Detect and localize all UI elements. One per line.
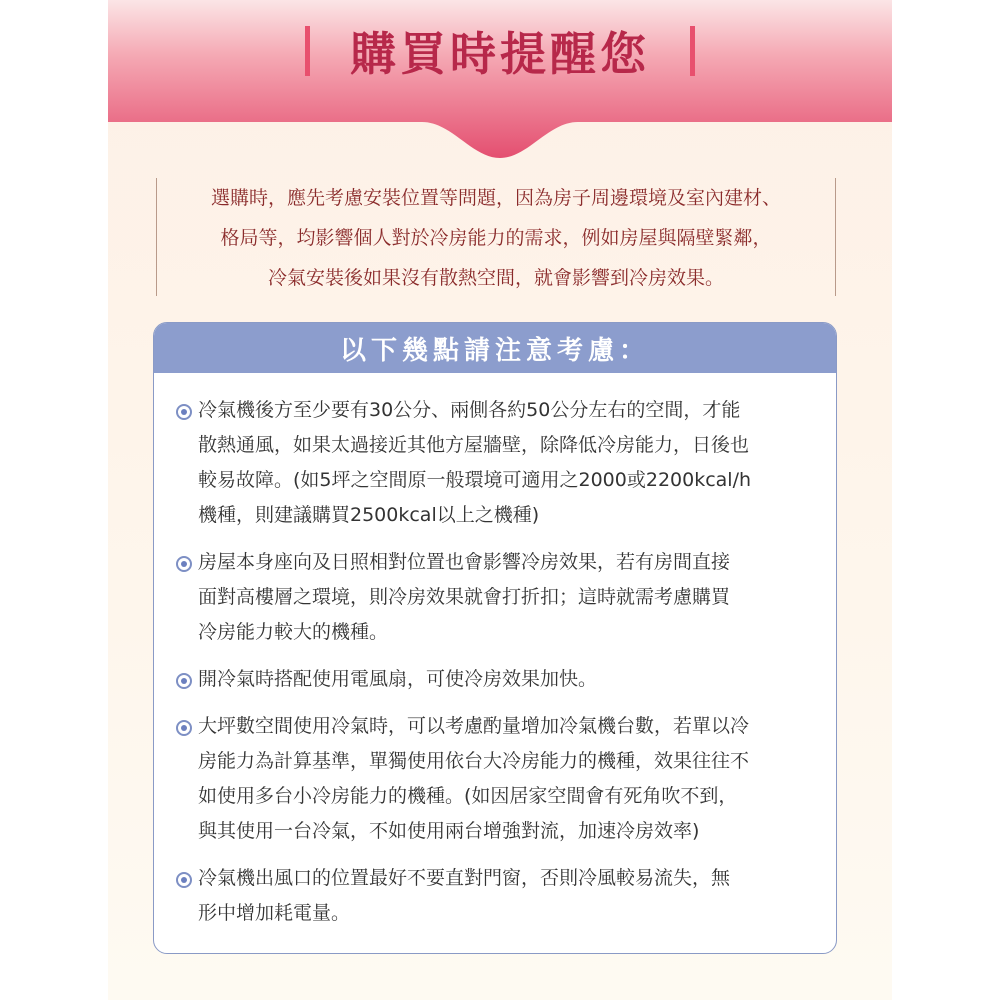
list-item-line: 形中增加耗電量。 <box>198 902 351 924</box>
list-item-text <box>198 545 808 650</box>
list-item-text <box>198 861 808 931</box>
list-item-line: 如使用多台小冷房能力的機種。(如因居家空間會有死角吹不到， <box>198 785 738 807</box>
intro-line: 格局等，均影響個人對於冷房能力的需求，例如房屋與隔壁緊鄰， <box>220 227 772 249</box>
circle-dot-bullet-icon <box>176 872 192 888</box>
list-item-line: 機種，則建議購買2500kcal以上之機種) <box>198 504 540 526</box>
intro-paragraph <box>156 178 836 296</box>
list-item-text <box>198 393 808 533</box>
circle-dot-bullet-icon <box>176 673 192 689</box>
list-item-line: 冷氣機後方至少要有30公分、兩側各約50公分左右的空間，才能 <box>198 399 741 421</box>
list-item <box>176 662 808 697</box>
intro-line: 選購時，應先考慮安裝位置等問題，因為房子周邊環境及室內建材、 <box>210 187 781 209</box>
title-bar-right <box>690 26 695 76</box>
title-bar-left <box>305 26 310 76</box>
list-item-line: 大坪數空間使用冷氣時，可以考慮酌量增加冷氣機台數，若單以冷 <box>198 715 750 737</box>
list-item <box>176 861 808 931</box>
list-item-line: 面對高樓層之環境，則冷房效果就會打折扣；這時就需考慮購買 <box>198 586 731 608</box>
circle-dot-bullet-icon <box>176 556 192 572</box>
circle-dot-bullet-icon <box>176 404 192 420</box>
list-item-line: 冷氣機出風口的位置最好不要直對門窗，否則冷風較易流失，無 <box>198 867 731 889</box>
notes-heading: 以下幾點請注意考慮： <box>154 323 836 373</box>
list-item-line: 開冷氣時搭配使用電風扇，可使冷房效果加快。 <box>198 668 598 690</box>
list-item-text <box>198 709 808 849</box>
list-item-text <box>198 662 808 697</box>
circle-dot-bullet-icon <box>176 720 192 736</box>
list-item-line: 房能力為計算基準，單獨使用依台大冷房能力的機種，效果往往不 <box>198 750 750 772</box>
list-item-line: 房屋本身座向及日照相對位置也會影響冷房效果，若有房間直接 <box>198 551 731 573</box>
list-item <box>176 545 808 650</box>
list-item <box>176 709 808 849</box>
list-item <box>176 393 808 533</box>
list-item-line: 較易故障。(如5坪之空間原一般環境可適用之2000或2200kcal/h <box>198 469 752 491</box>
list-item-line: 與其使用一台冷氣，不如使用兩台增強對流，加速冷房效率) <box>198 820 700 842</box>
notes-box <box>153 322 837 954</box>
reminder-panel <box>108 0 892 1000</box>
title-area <box>108 16 892 86</box>
intro-line: 冷氣安裝後如果沒有散熱空間，就會影響到冷房效果。 <box>267 267 724 289</box>
page-title: 購買時提醒您 <box>350 27 650 81</box>
notes-list <box>154 373 836 931</box>
list-item-line: 散熱通風，如果太過接近其他方屋牆壁，除降低冷房能力，日後也 <box>198 434 750 456</box>
list-item-line: 冷房能力較大的機種。 <box>198 621 389 643</box>
